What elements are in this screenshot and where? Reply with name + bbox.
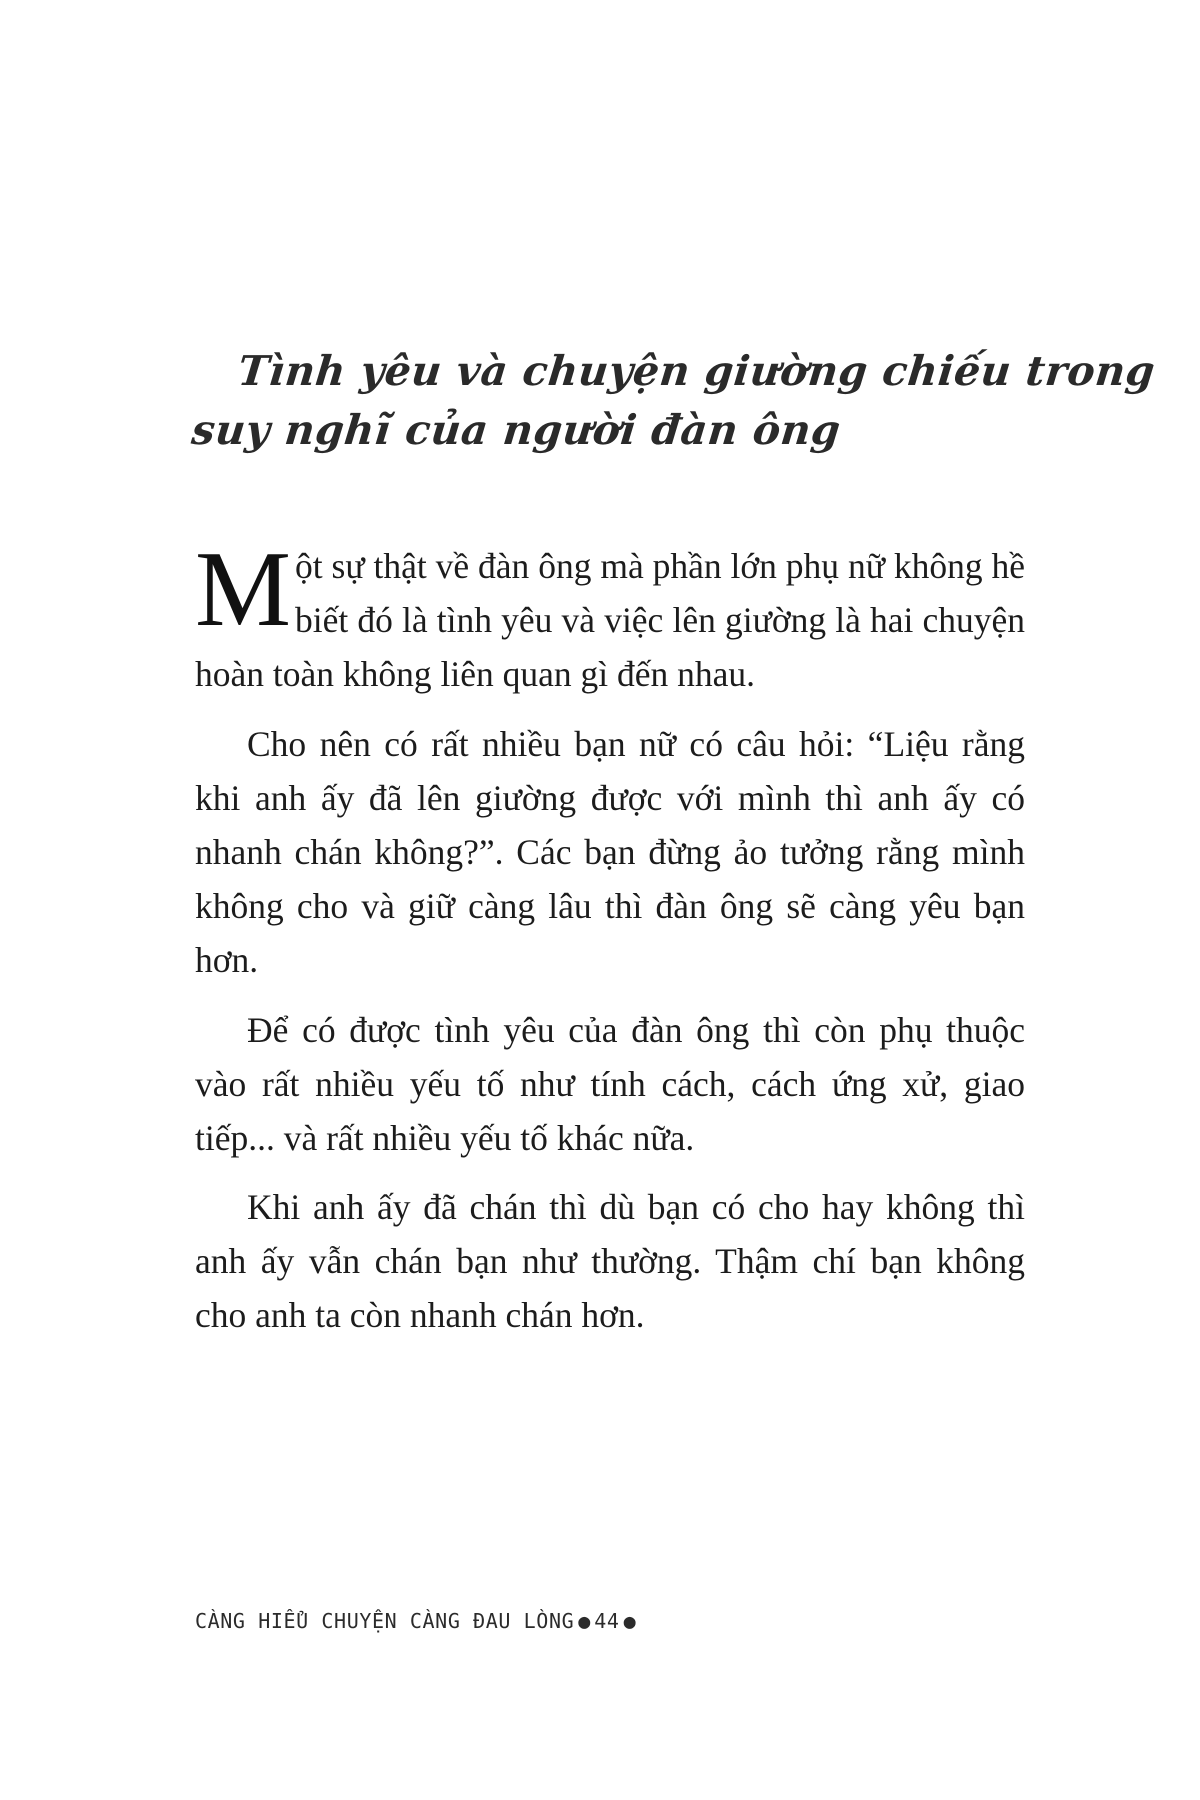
paragraph-1-text: ột sự thật về đàn ông mà phần lớn phụ nữ không hề biết đó là tình yêu và việc lên giường là hai chuyện hoàn toàn không liên quan gì đến nhau. — [195, 546, 1025, 694]
footer-book-title: CÀNG HIỂU CHUYỆN CÀNG ĐAU LÒNG — [195, 1609, 575, 1633]
chapter-title-line-1: Tình yêu và chuyện giường chiếu trong — [235, 347, 1158, 396]
footer-bullet-left: ● — [578, 1609, 591, 1633]
paragraph-4: Khi anh ấy đã chán thì dù bạn có cho hay không thì anh ấy vẫn chán bạn như thường. Thậm chí bạn không cho anh ta còn nhanh chán hơn. — [195, 1187, 1025, 1336]
paragraph-2: Cho nên có rất nhiều bạn nữ có câu hỏi: “Liệu rằng khi anh ấy đã lên giường được với mình thì anh ấy có nhanh chán không?”. Các bạn đừng ảo tưởng rằng mình không cho và giữ càng lâu thì đàn ông sẽ càng yêu bạn hơn. — [195, 723, 1025, 980]
footer-bullet-right: ● — [623, 1609, 636, 1633]
paragraph-3: Để có được tình yêu của đàn ông thì còn phụ thuộc vào rất nhiều yếu tố như tính cách, cách ứng xử, giao tiếp... và rất nhiều yếu tố khác nữa. — [195, 1009, 1025, 1158]
footer-page-number: 44 — [594, 1609, 620, 1633]
paragraph-1 — [195, 530, 1025, 702]
drop-cap: M — [195, 530, 292, 649]
chapter-title-line-2: suy nghĩ của người đàn ông — [189, 406, 843, 455]
chapter-title — [189, 342, 1158, 461]
page-content — [189, 0, 1158, 1800]
page-footer — [195, 1609, 1025, 1633]
body-text — [195, 530, 1025, 1359]
